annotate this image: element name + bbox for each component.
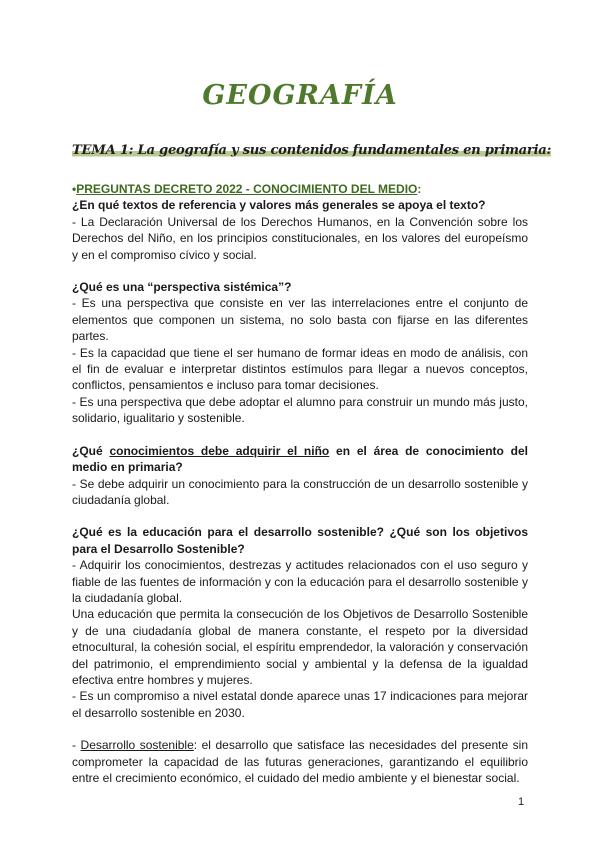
spacer (72, 721, 528, 737)
answer-systemic-3: - Es una perspectiva que debe adoptar el alumno para construir un mundo más justo, solidario, igualitario y sostenible. (72, 394, 528, 426)
question-references: ¿En qué textos de referencia y valores más generales se apoya el texto? (72, 198, 486, 213)
page-number: 1 (518, 796, 525, 808)
section-subheading (72, 181, 528, 197)
question-knowledge (72, 443, 528, 476)
definition-term: Desarrollo sostenible (80, 738, 194, 753)
definition-text: : el desarrollo que satisface las necesidades del presente sin comprometer la capacidad de las futuras generaciones, garantizando el equilibrio entre el crecimiento económico, el cuidado del medio ambiente y el bienestar social. (72, 738, 528, 785)
topic-heading-text: TEMA 1: La geografía y sus contenidos fundamentales en primaria: (72, 143, 552, 158)
definition-sustainable-development (72, 737, 528, 786)
answer-systemic-1: - Es una perspectiva que consiste en ver las interrelaciones entre el conjunto de elementos que componen un sistema, no solo basta con fijarse en las diferentes partes. (72, 296, 528, 344)
definition-dash: - (72, 738, 81, 753)
answer-sustainable-1: - Adquirir los conocimientos, destrezas y actitudes relacionados con el uso seguro y fiable de las fuentes de información y con la educación para el desarrollo sostenible y la ciudadanía global. (72, 558, 528, 605)
answer-systemic-2: - Es la capacidad que tiene el ser humano de formar ideas en modo de análisis, con el fin de evaluar e interpretar distintos estímulos para llegar a nuevos conceptos, conflictos, pensamientos e incluso para tomar decisiones. (72, 345, 528, 393)
subheading-bullet: • (72, 182, 77, 196)
subheading-colon: : (417, 182, 422, 196)
question-knowledge-pre: ¿Qué (72, 443, 110, 458)
answer-references: - La Declaración Universal de los Derechos Humanos, en la Convención sobre los Derechos del Niño, en los principios constitucionales, en los valores del europeísmo y en el compromiso cívico y social. (72, 214, 528, 262)
subheading-text: PREGUNTAS DECRETO 2022 - CONOCIMIENTO DEL MEDIO (76, 182, 418, 196)
answer-knowledge: - Se debe adquirir un conocimiento para la construcción de un desarrollo sostenible y ciudadanía global. (72, 476, 528, 507)
answer-sustainable-2: Una educación que permita la consecución de los Objetivos de Desarrollo Sostenible y de una ciudadanía global de manera constante, el respeto por la diversidad etnocultural, la cohesión social, el espíritu emprendedor, la valoración y conservación del patrimonio, el emprendimiento social y ambiental y la defensa de la igualdad efectiva entre hombres y mujeres. (72, 607, 528, 687)
spacer (72, 508, 528, 524)
answer-sustainable-3: - Es un compromiso a nivel estatal donde aparece unas 17 indicaciones para mejorar el desarrollo sostenible en 2030. (72, 689, 528, 720)
question-knowledge-underlined: conocimientos debe adquirir el niño (109, 443, 330, 458)
page-title: GEOGRAFÍA (202, 80, 398, 111)
question-sustainable-education: ¿Qué es la educación para el desarrollo sostenible? ¿Qué son los objetivos para el Desarrollo Sostenible? (72, 525, 528, 556)
spacer (72, 427, 528, 443)
spacer (72, 263, 528, 279)
topic-heading (72, 143, 552, 158)
document-body (72, 181, 528, 786)
question-systemic-perspective: ¿Qué es una “perspectiva sistémica”? (72, 280, 292, 295)
question-knowledge-post: en el área de conocimiento del medio en primaria? (72, 443, 528, 475)
